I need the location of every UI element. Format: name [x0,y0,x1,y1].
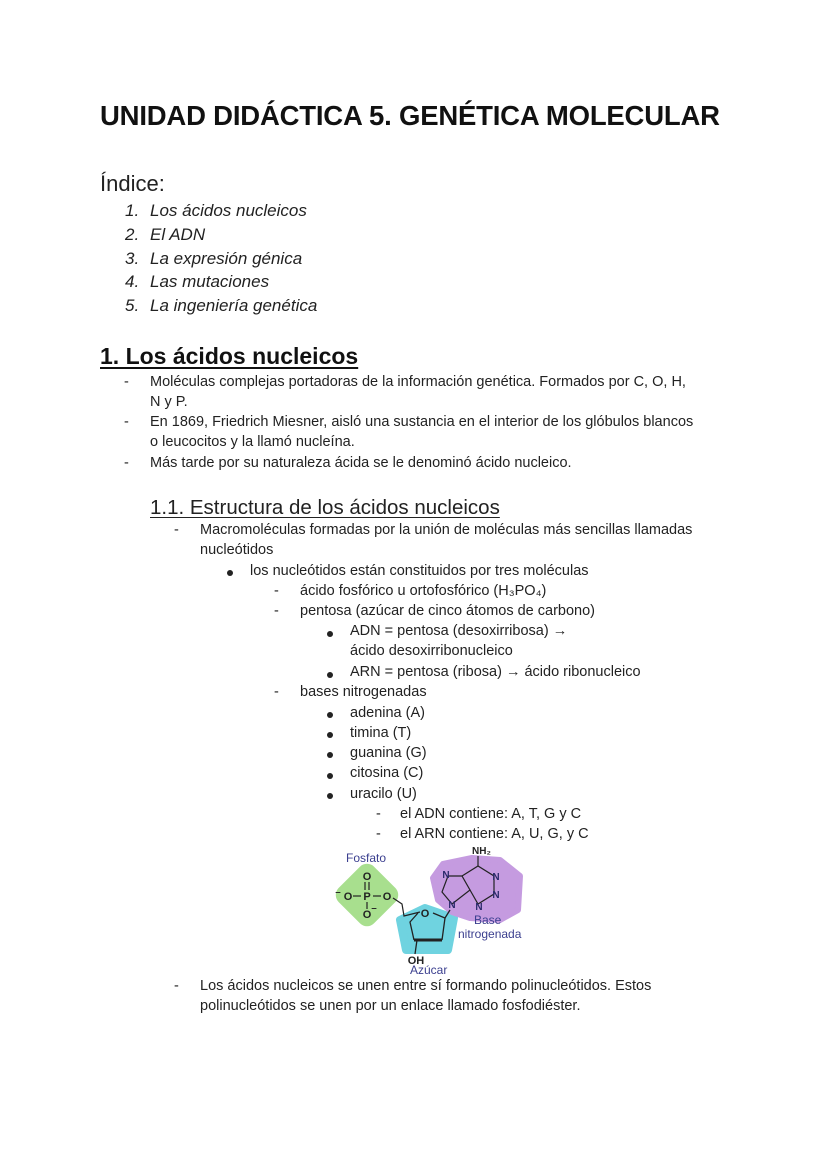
svg-text:N: N [475,902,483,913]
dash-marker: - [174,522,179,538]
base-uracil: uracilo (U) [350,786,417,802]
pentose-adn-line-2: ácido desoxirribonucleico [350,643,513,659]
components-intro: los nucleótidos están constituidos por tres moléculas [250,563,589,579]
svg-text:NH₂: NH₂ [472,846,491,857]
svg-text:nitrogenada: nitrogenada [458,927,522,941]
arn-contains: el ARN contiene: A, U, G, y C [400,826,589,842]
dash-marker: - [174,978,179,994]
index-item-number: 3. [125,249,140,268]
bullet-dot [327,672,333,678]
bullet-dot [327,793,333,799]
nucleotide-diagram [330,840,540,980]
base-thymine: timina (T) [350,725,412,741]
svg-text:OH: OH [407,955,425,967]
base-guanine: guanina (G) [350,745,427,761]
svg-text:⁻: ⁻ [335,889,341,901]
index-item-5: La ingeniería genética [150,296,318,315]
base-cytosine: citosina (C) [350,765,424,781]
index-item-4: Las mutaciones [150,272,270,291]
intro-line-1: Macromoléculas formadas por la unión de moléculas más sencillas llamadas [200,522,693,538]
adn-contains: el ADN contiene: A, T, G y C [400,806,582,822]
nucleotide-structure-icon [330,840,540,980]
section-1-bullet-2-line-2: o leucocitos y la llamó nucleína. [150,434,355,450]
component-bases: bases nitrogenadas [300,684,427,700]
dash-marker: - [124,455,129,471]
bullet-dot [227,570,233,576]
index-item-2: El ADN [150,225,206,244]
index-item-number: 4. [125,272,140,291]
bullet-dot [327,631,333,637]
bullet-dot [327,773,333,779]
svg-text:N: N [448,900,456,911]
dash-marker: - [274,684,279,700]
pentose-adn-line-1: ADN = pentosa (desoxirribosa) → [350,623,568,639]
index-heading: Índice: [100,171,165,196]
pentose-arn: ARN = pentosa (ribosa) → ácido ribonucleico [350,664,641,680]
section-1-bullet-3: Más tarde por su naturaleza ácida se le denominó ácido nucleico. [150,455,572,471]
index-item-3: La expresión génica [150,249,303,268]
svg-text:P: P [363,891,371,903]
svg-text:O: O [382,891,392,903]
bullet-dot [327,732,333,738]
svg-text:⁻: ⁻ [371,905,377,917]
dash-marker: - [124,374,129,390]
svg-text:N: N [492,890,500,901]
base-adenine: adenina (A) [350,705,425,721]
bullet-dot [327,712,333,718]
svg-text:Base: Base [474,913,502,927]
svg-text:O: O [362,909,372,921]
dash-marker: - [376,806,381,822]
component-pentose: pentosa (azúcar de cinco átomos de carbono) [300,603,596,619]
subsection-1-1-heading: 1.1. Estructura de los ácidos nucleicos [150,496,500,519]
index-item-number: 1. [125,201,140,220]
dash-marker: - [376,826,381,842]
dash-marker: - [274,583,279,599]
dash-marker: - [124,414,129,430]
svg-text:O: O [343,891,353,903]
svg-text:Azúcar: Azúcar [410,963,448,977]
svg-text:O: O [420,908,430,920]
svg-text:N: N [442,870,450,881]
bullet-dot [327,752,333,758]
intro-line-2: nucleótidos [200,542,274,558]
section-1-heading: 1. Los ácidos nucleicos [100,343,359,369]
section-1-bullet-2-line-1: En 1869, Friedrich Miesner, aisló una sustancia en el interior de los glóbulos blancos [150,414,694,430]
svg-text:Fosfato: Fosfato [346,851,387,865]
svg-text:O: O [362,871,372,883]
section-1-bullet-1-line-1: Moléculas complejas portadoras de la información genética. Formados por C, O, H, [150,374,686,390]
closing-line-1: Los ácidos nucleicos se unen entre sí formando polinucleótidos. Estos [200,978,652,994]
index-item-number: 2. [125,225,140,244]
section-1-bullet-1-line-2: N y P. [150,394,188,410]
document-title: UNIDAD DIDÁCTICA 5. GENÉTICA MOLECULAR [100,100,720,131]
svg-text:N: N [492,872,500,883]
index-item-1: Los ácidos nucleicos [150,201,307,220]
dash-marker: - [274,603,279,619]
closing-line-2: polinucleótidos se unen por un enlace llamado fosfodiéster. [200,998,581,1014]
component-phosphoric-acid: ácido fosfórico u ortofosfórico (H₃PO₄) [300,583,547,599]
index-item-number: 5. [125,296,140,315]
